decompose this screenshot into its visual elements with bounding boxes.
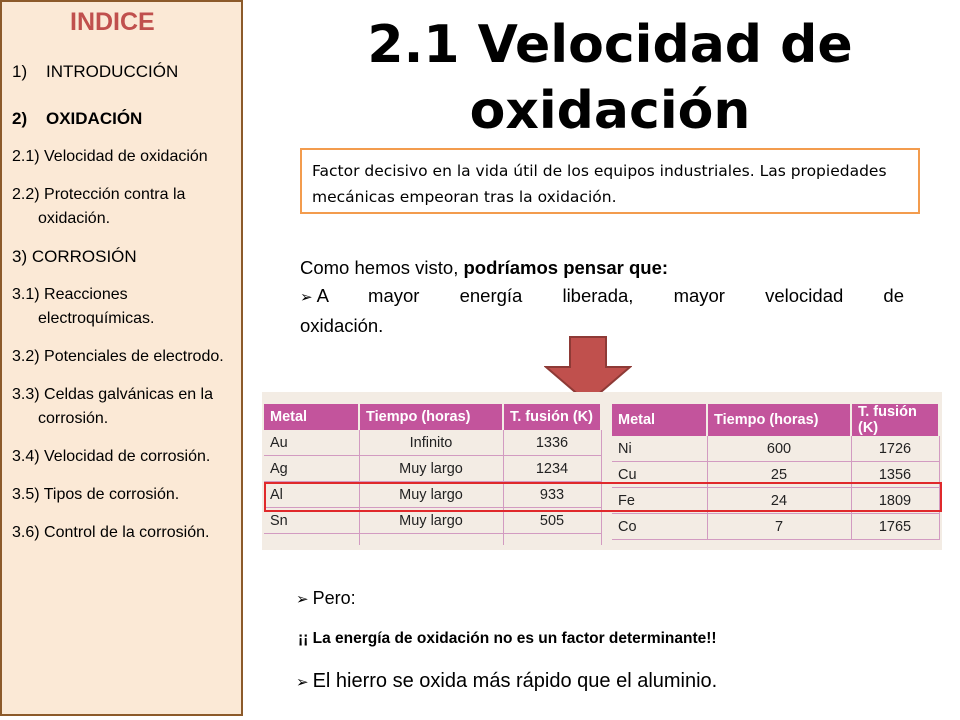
index-subitem-2-1[interactable]: 2.1) Velocidad de oxidación bbox=[12, 148, 208, 165]
cell-metal: Ni bbox=[612, 436, 707, 462]
cell-time: Muy largo bbox=[359, 482, 503, 508]
index-item-label: INTRODUCCIÓN bbox=[46, 62, 179, 81]
col-header-time: Tiempo (horas) bbox=[707, 404, 851, 436]
index-subitem-3-3[interactable]: 3.3) Celdas galvánicas en la corrosión. bbox=[12, 386, 214, 427]
statement-bullet bbox=[300, 282, 904, 312]
note-warning: ¡¡ La energía de oxidación no es un factor determinante!! bbox=[298, 630, 717, 647]
col-header-fusion: T. fusión (K) bbox=[851, 404, 939, 436]
index-subitem-3-1[interactable]: 3.1) Reacciones electroquímicas. bbox=[12, 286, 155, 327]
statement-bullet-text: A mayor energía liberada, mayor velocidad de bbox=[316, 285, 904, 306]
statement-lead bbox=[300, 254, 904, 282]
arrow-bullet-icon: ➢ bbox=[296, 591, 309, 608]
table-header-row bbox=[612, 404, 939, 436]
cell-metal: Al bbox=[264, 482, 359, 508]
cell-time: Infinito bbox=[359, 430, 503, 456]
cell-metal: Co bbox=[612, 514, 707, 540]
cell-fusion: 1356 bbox=[851, 462, 939, 488]
index-item-number: 1) bbox=[12, 62, 28, 81]
arrow-bullet-icon: ➢ bbox=[296, 674, 309, 691]
statement-bullet-continuation: oxidación. bbox=[300, 315, 384, 336]
index-subitem-3-4[interactable]: 3.4) Velocidad de corrosión. bbox=[12, 448, 211, 465]
index-subitem-3-5[interactable]: 3.5) Tipos de corrosión. bbox=[12, 486, 180, 503]
cell-time: 25 bbox=[707, 462, 851, 488]
statement-lead-plain: Como hemos visto, bbox=[300, 257, 464, 278]
table-row bbox=[612, 514, 939, 540]
cell-time: 24 bbox=[707, 488, 851, 514]
cell-time: 600 bbox=[707, 436, 851, 462]
note-iron-text: El hierro se oxida más rápido que el aluminio. bbox=[312, 670, 718, 692]
col-header-time: Tiempo (horas) bbox=[359, 404, 503, 430]
cell-time: 7 bbox=[707, 514, 851, 540]
cell-fusion: 1765 bbox=[851, 514, 939, 540]
col-header-metal: Metal bbox=[612, 404, 707, 436]
index-item-oxidacion[interactable] bbox=[12, 107, 238, 131]
cell-fusion: 1336 bbox=[503, 430, 601, 456]
table-row bbox=[264, 456, 601, 482]
slide-title: 2.1 Velocidad de oxidación bbox=[367, 15, 853, 141]
cell-fusion: 1726 bbox=[851, 436, 939, 462]
table-row bbox=[612, 436, 939, 462]
table-header-row bbox=[264, 404, 601, 430]
cell-fusion: 1809 bbox=[851, 488, 939, 514]
table-row-cutoff bbox=[264, 534, 601, 546]
cell-metal: Cu bbox=[612, 462, 707, 488]
col-header-metal: Metal bbox=[264, 404, 359, 430]
note-pero bbox=[296, 588, 356, 609]
metal-table-left bbox=[264, 404, 602, 545]
cell-fusion: 1234 bbox=[503, 456, 601, 482]
arrow-bullet-icon: ➢ bbox=[300, 289, 313, 306]
cell-metal: Au bbox=[264, 430, 359, 456]
note-pero-text: Pero: bbox=[312, 588, 356, 608]
cell-metal: Sn bbox=[264, 508, 359, 534]
note-iron bbox=[296, 670, 717, 693]
index-item-number: 2) bbox=[12, 109, 28, 128]
index-subitem-2-2[interactable]: 2.2) Protección contra la oxidación. bbox=[12, 186, 186, 227]
index-item-corrosion[interactable]: 3) CORROSIÓN bbox=[12, 247, 137, 266]
cell-time: Muy largo bbox=[359, 508, 503, 534]
index-subitem-3-6[interactable]: 3.6) Control de la corrosión. bbox=[12, 524, 210, 541]
col-header-fusion: T. fusión (K) bbox=[503, 404, 601, 430]
index-sidebar bbox=[0, 0, 243, 716]
index-list bbox=[12, 60, 238, 559]
index-title: INDICE bbox=[70, 8, 155, 36]
index-item-introduccion[interactable] bbox=[12, 60, 238, 84]
cell-metal: Ag bbox=[264, 456, 359, 482]
cell-fusion: 505 bbox=[503, 508, 601, 534]
cell-metal: Fe bbox=[612, 488, 707, 514]
table-row bbox=[264, 430, 601, 456]
metal-tables-image bbox=[262, 392, 942, 550]
cell-fusion: 933 bbox=[503, 482, 601, 508]
index-subitem-3-2[interactable]: 3.2) Potenciales de electrodo. bbox=[12, 348, 224, 365]
metal-table-right bbox=[612, 404, 940, 540]
statement-lead-bold: podríamos pensar que: bbox=[463, 257, 669, 278]
highlight-row-box bbox=[264, 482, 942, 512]
cell-time: Muy largo bbox=[359, 456, 503, 482]
index-item-label: OXIDACIÓN bbox=[46, 109, 143, 128]
statement-block bbox=[300, 254, 904, 340]
callout-box: Factor decisivo en la vida útil de los equipos industriales. Las propiedades mecánicas empeoran tras la oxidación. bbox=[300, 148, 920, 214]
